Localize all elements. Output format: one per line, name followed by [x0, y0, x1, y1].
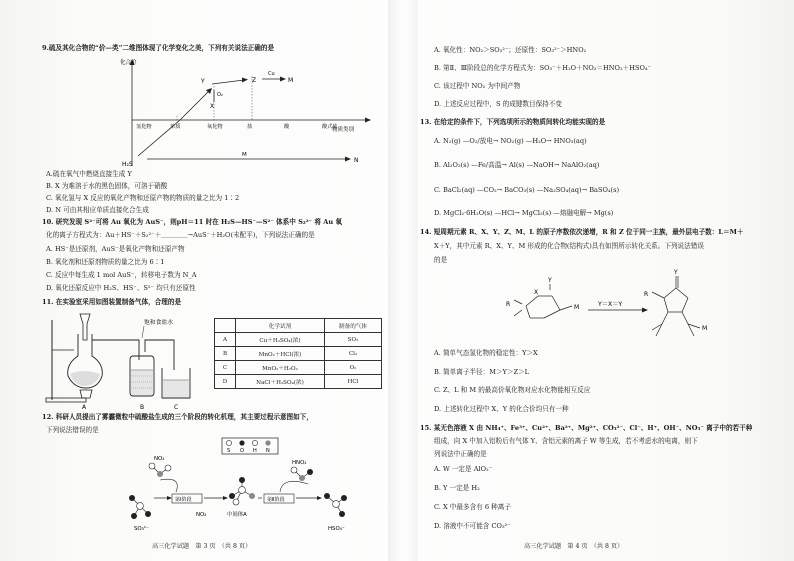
table-header — [215, 319, 236, 333]
q14-structure-diagram — [500, 266, 760, 346]
q9-option-c[interactable]: C. 氧化氢与 X 反应的氧化产物和还原产物的物质的量之比为 1∶2 — [46, 194, 240, 202]
label-m-arrow: M — [242, 152, 247, 158]
q9-option-b[interactable]: B. X 为难溶于水的黑色固体，可溶于硝酸 — [46, 182, 168, 190]
apparatus-part-c: C — [174, 404, 179, 410]
q15-option-d[interactable]: D. 溶液中不可能含 CO₃²⁻ — [434, 522, 511, 530]
table-cell: Cu＋H₂SO₄(浓) — [236, 333, 325, 347]
q10-option-a[interactable]: A. HS⁻是还原剂，AuS⁻是氧化产物和还原产物 — [46, 245, 185, 253]
atom-m-right: M — [702, 325, 708, 332]
left-page-footer: 高三化学试题 第 3 页 （共 8 页） — [152, 543, 252, 550]
tick-3: 盐 — [247, 124, 253, 130]
q15-option-c[interactable]: C. X 中最多含有 6 种离子 — [434, 503, 511, 511]
q11-apparatus-figure — [44, 310, 209, 410]
node-h2s: H₂S — [122, 161, 133, 168]
label-intermediate-a: 中间体A — [227, 512, 247, 518]
q13-option-b[interactable]: B. Al₂O₃(s) —Fe/高温→ Al(s) —NaOH→ NaAlO₂(aq) — [434, 161, 600, 169]
table-cell: SO₂ — [325, 333, 382, 347]
label-so3: SO₃²⁻ — [134, 526, 149, 532]
diagram-ylabel: 化合价 — [120, 60, 137, 66]
table-row[interactable] — [215, 347, 382, 361]
label-cu: Cu — [268, 71, 275, 77]
atom-r: R — [506, 301, 511, 308]
atom-y-top: Y — [674, 269, 678, 276]
legend-h: H — [253, 448, 257, 454]
q11-stem: 11. 在实验室采用如图装置制备气体，合理的是 — [42, 298, 182, 306]
node-z: Z — [252, 77, 257, 84]
q11-reagent-table — [214, 318, 382, 389]
label-no2-mid: NO₂ — [196, 512, 207, 518]
table-cell: MnO₂＋H₂O₂ — [236, 361, 325, 375]
q10-option-c[interactable]: C. 反应中每生成 1 mol AuS⁻，转移电子数为 N_A — [46, 271, 197, 279]
legend-s: S — [227, 448, 231, 454]
node-y: Y — [201, 78, 205, 85]
label-hso4: HSO₄⁻ — [328, 526, 345, 532]
node-x: X — [210, 103, 215, 110]
q12-option-d[interactable]: D. 上述反应过程中，S 的成键数目保持不变 — [434, 100, 562, 108]
q13-option-c[interactable]: C. BaCl₂(aq) —CO₂→ BaCO₃(s) —Na₂SO₄(aq)→ BaSO₄(s) — [434, 186, 620, 194]
atom-y: Y — [548, 277, 552, 284]
q14-stem-line2: X＋Y，其中元素 R、X、Y、M 形成的化合物(结构式)具有如图所示转化关系。下列说法错误 — [434, 242, 704, 250]
q10-option-d[interactable]: D. 氧化还原反应中 H₂S、HS⁻、S²⁻ 均只有还原性 — [46, 284, 196, 292]
label-stage-1: 第Ⅰ阶段 — [175, 497, 192, 503]
q12-stem-line2: 下列说法错误的是 — [46, 426, 99, 434]
node-m: M — [288, 77, 294, 84]
table-cell: Cl₂ — [325, 347, 382, 361]
reagent-yxy: Y＝X＝Y — [598, 301, 623, 308]
table-header: 化学试剂 — [236, 319, 325, 333]
q12-option-c[interactable]: C. 该过程中 NO₂ 为中间产物 — [434, 82, 521, 90]
legend-n: N — [266, 448, 270, 454]
q14-stem-line3: 的是 — [434, 256, 448, 264]
q14-option-d[interactable]: D. 上述转化过程中 X、Y 的化合价均只有一种 — [434, 405, 569, 413]
q13-option-d[interactable]: D. MgCl₂·6H₂O(s) —HCl→ MgCl₂(s) —熔融电解→ Mg(s) — [434, 209, 614, 217]
q15-stem-line1: 15. 某无色溶液 X 由 NH₄⁺、Fe³⁺、Cu²⁺、Ba²⁺、Mg²⁺、CO₃²⁻、Cl⁻、H⁺、OH⁻、NO₃⁻ 离子中的若干种 — [420, 424, 753, 432]
label-o2: O₂ — [217, 92, 223, 98]
q15-option-b[interactable]: B. Y 一定是 H₂ — [434, 484, 480, 492]
page-fold-gutter — [388, 0, 418, 561]
q9-stem: 9.硫及其化合物的“价—类”二维图体现了化学变化之美，下列有关说法正确的是 — [42, 44, 275, 52]
table-cell: A — [215, 333, 236, 347]
q9-option-a[interactable]: A.硫在氧气中燃烧直接生成 Y — [46, 170, 132, 178]
legend-o: O — [240, 448, 244, 454]
q13-option-a[interactable]: A. N₂(g) —O₂/放电→ NO₂(g) —H₂O→ HNO₃(aq) — [434, 137, 587, 145]
apparatus-part-b: B — [140, 404, 145, 410]
atom-x: X — [534, 289, 539, 296]
q15-stem-line2: 组成，向 X 中加入铝粉后有气体 Y、含铝元素的离子 W 等生成，若不考虑水的电离，则下 — [434, 437, 698, 445]
q9-valence-diagram — [102, 56, 372, 176]
table-header-row — [215, 319, 382, 333]
table-cell: C — [215, 361, 236, 375]
atom-r-right: R — [644, 291, 649, 298]
q10-stem-line2: 化的离子方程式为：Au＋HS⁻＋S₂²⁻＋＿＿＿＿→AuS⁻＋H₂O(未配平)，下列说法正确的是 — [46, 231, 315, 239]
q13-stem: 13. 在给定的条件下，下列选项所示的物质间转化均能实现的是 — [420, 118, 606, 126]
table-row[interactable] — [215, 361, 382, 375]
table-cell: NaCl＋H₂SO₄(浓) — [236, 375, 325, 389]
table-row[interactable] — [215, 375, 382, 389]
q10-stem-line1: 10. 研究发现 S²⁻可将 Au 氧化为 AuS⁻，则pH＝11 时在 H₂S—HS⁻—S²⁻ 体系中 S₂²⁻ 将 Au 氧 — [42, 218, 343, 226]
q12-option-a[interactable]: A. 氧化性：NO₂＞SO₃²⁻；还原性：SO₃²⁻＞HNO₂ — [434, 46, 587, 54]
table-cell: D — [215, 375, 236, 389]
node-n: N — [354, 157, 359, 164]
diagram-xlabel: 物质类别 — [332, 127, 355, 133]
q14-option-c[interactable]: C. Z、L 和 M 的最高价氧化物对应水化物能相互反应 — [434, 386, 591, 394]
tick-5: 酸式盐 — [322, 124, 338, 130]
label-no2-left: NO₂ — [154, 456, 165, 462]
q14-option-b[interactable]: B. 简单离子半径：M＞Y＞Z＞L — [434, 368, 530, 376]
table-cell: O₂ — [325, 361, 382, 375]
label-stage-2: 第Ⅱ阶段 — [267, 497, 285, 503]
tick-4: 酸 — [284, 124, 290, 130]
right-page-footer: 高三化学试题 第 4 页 （共 8 页） — [524, 543, 624, 550]
atom-m: M — [574, 304, 580, 311]
q12-stem-line1: 12. 科研人员提出了雾霾微粒中硫酸盐生成的三个阶段的转化机理，其主要过程示意图如下， — [42, 413, 313, 421]
table-row[interactable] — [215, 333, 382, 347]
q9-option-d[interactable]: D. N 可由其相应单质直接化合生成 — [46, 206, 149, 214]
tick-1: 单质 — [170, 124, 181, 130]
apparatus-part-a: A — [82, 404, 87, 410]
q14-stem-line1: 14. 短周期元素 R、X、Y、Z、M、L 的原子序数依次递增，R 和 Z 位于同一主族，最外层电子数：L＝M＋ — [420, 228, 744, 236]
q10-option-b[interactable]: B. 氧化剂和还原剂物质的量之比为 6∶1 — [46, 258, 165, 266]
tick-0: 氢化物 — [136, 124, 152, 130]
q15-option-a[interactable]: A. W 一定是 AlO₂⁻ — [434, 465, 493, 473]
table-cell: B — [215, 347, 236, 361]
q12-option-b[interactable]: B. 第Ⅱ、Ⅲ阶段总的化学方程式为：SO₃⁻＋H₂O＋NO₂＝HNO₂＋HSO₄⁻ — [434, 64, 652, 72]
q15-stem-line3: 列说法中正确的是 — [434, 450, 487, 458]
apparatus-label: 饱和食盐水 — [144, 320, 173, 326]
q12-mechanism-diagram — [112, 436, 382, 536]
table-header: 制备的气体 — [325, 319, 382, 333]
q14-option-a[interactable]: A. 简单气态氢化物的稳定性：Y＞X — [434, 349, 538, 357]
table-cell: MnO₂＋HCl(浓) — [236, 347, 325, 361]
table-cell: HCl — [325, 375, 382, 389]
tick-2: 氧化物 — [207, 124, 223, 130]
label-hno2: HNO₂ — [292, 460, 307, 466]
